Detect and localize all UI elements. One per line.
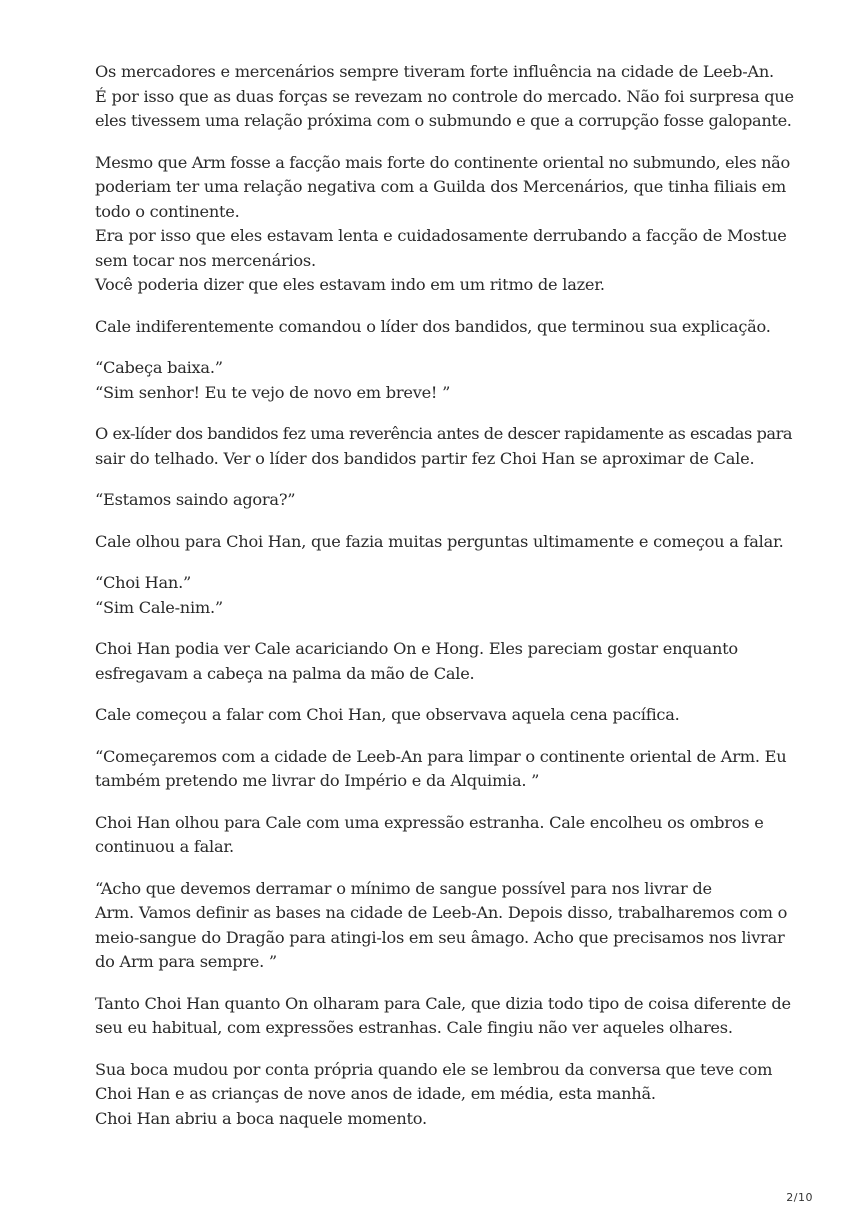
paragraph [95,422,795,471]
text-line: sem tocar nos mercenários. [95,250,316,270]
text-line: seu eu habitual, com expressões estranhas. Cale fingiu não ver aqueles olhares. [95,1018,733,1037]
text-line: “Sim senhor! Eu te vejo de novo em breve! ” [95,382,451,402]
document-body [95,60,795,1148]
text-line: “Estamos saindo agora?” [95,490,296,509]
text-line: todo o continente. [95,201,240,221]
paragraph [95,703,795,728]
text-line: sair do telhado. Ver o líder dos bandidos partir fez Choi Han se aproximar de Cale. [95,448,755,468]
text-line: Era por isso que eles estavam lenta e cuidadosamente derrubando a facção de Mostue [95,226,787,245]
paragraph [95,992,795,1041]
text-line: “Acho que devemos derramar o mínimo de sangue possível para nos livrar de [95,878,712,898]
paragraph [95,1058,795,1132]
text-line: O ex-líder dos bandidos fez uma reverência antes de descer rapidamente as escadas para [95,424,793,443]
text-line: Cale indiferentemente comandou o líder dos bandidos, que terminou sua explicação. [95,316,771,336]
text-line: continuou a falar. [95,837,234,856]
paragraph [95,151,795,298]
text-line: “Cabeça baixa.” [95,358,223,377]
text-line: Cale começou a falar com Choi Han, que observava aquela cena pacífica. [95,705,680,724]
text-line: É por isso que as duas forças se revezam no controle do mercado. Não foi surpresa que [95,86,794,106]
text-line: poderiam ter uma relação negativa com a Guilda dos Mercenários, que tinha filiais em [95,177,787,196]
paragraph [95,488,795,513]
text-line: Choi Han olhou para Cale com uma expressão estranha. Cale encolheu os ombros e [95,812,764,832]
text-line: “Sim Cale-nim.” [95,597,223,617]
text-line: Cale olhou para Choi Han, que fazia muitas perguntas ultimamente e começou a falar. [95,531,784,551]
text-line: Choi Han abriu a boca naquele momento. [95,1108,427,1128]
paragraph [95,745,795,794]
text-line: Os mercadores e mercenários sempre tiveram forte influência na cidade de Leeb-An. [95,62,774,81]
text-line: também pretendo me livrar do Império e da Alquimia. ” [95,771,540,790]
page-number: 2/10 [786,1191,813,1204]
paragraph [95,877,795,975]
text-line: “Começaremos com a cidade de Leeb-An para limpar o continente oriental de Arm. Eu [95,746,787,766]
paragraph [95,637,795,686]
paragraph [95,811,795,860]
text-line: Choi Han podia ver Cale acariciando On e Hong. Eles pareciam gostar enquanto [95,639,738,658]
paragraph [95,356,795,405]
text-line: meio-sangue do Dragão para atingi-los em seu âmago. Acho que precisamos nos livrar [95,927,785,947]
text-line: esfregavam a cabeça na palma da mão de Cale. [95,663,475,683]
text-line: do Arm para sempre. ” [95,952,277,971]
text-line: Arm. Vamos definir as bases na cidade de Leeb-An. Depois disso, trabalharemos com o [95,903,788,922]
text-line: Tanto Choi Han quanto On olharam para Cale, que dizia todo tipo de coisa diferente de [95,993,791,1013]
paragraph [95,60,795,134]
paragraph [95,530,795,555]
text-line: Você poderia dizer que eles estavam indo em um ritmo de lazer. [95,275,605,294]
text-line: Choi Han e as crianças de nove anos de idade, em média, esta manhã. [95,1084,656,1103]
text-line: Mesmo que Arm fosse a facção mais forte do continente oriental no submundo, eles não [95,152,790,172]
text-line: “Choi Han.” [95,573,192,592]
text-line: Sua boca mudou por conta própria quando ele se lembrou da conversa que teve com [95,1059,773,1079]
paragraph [95,315,795,340]
text-line: eles tivessem uma relação próxima com o submundo e que a corrupção fosse galopante. [95,111,792,130]
paragraph [95,571,795,620]
